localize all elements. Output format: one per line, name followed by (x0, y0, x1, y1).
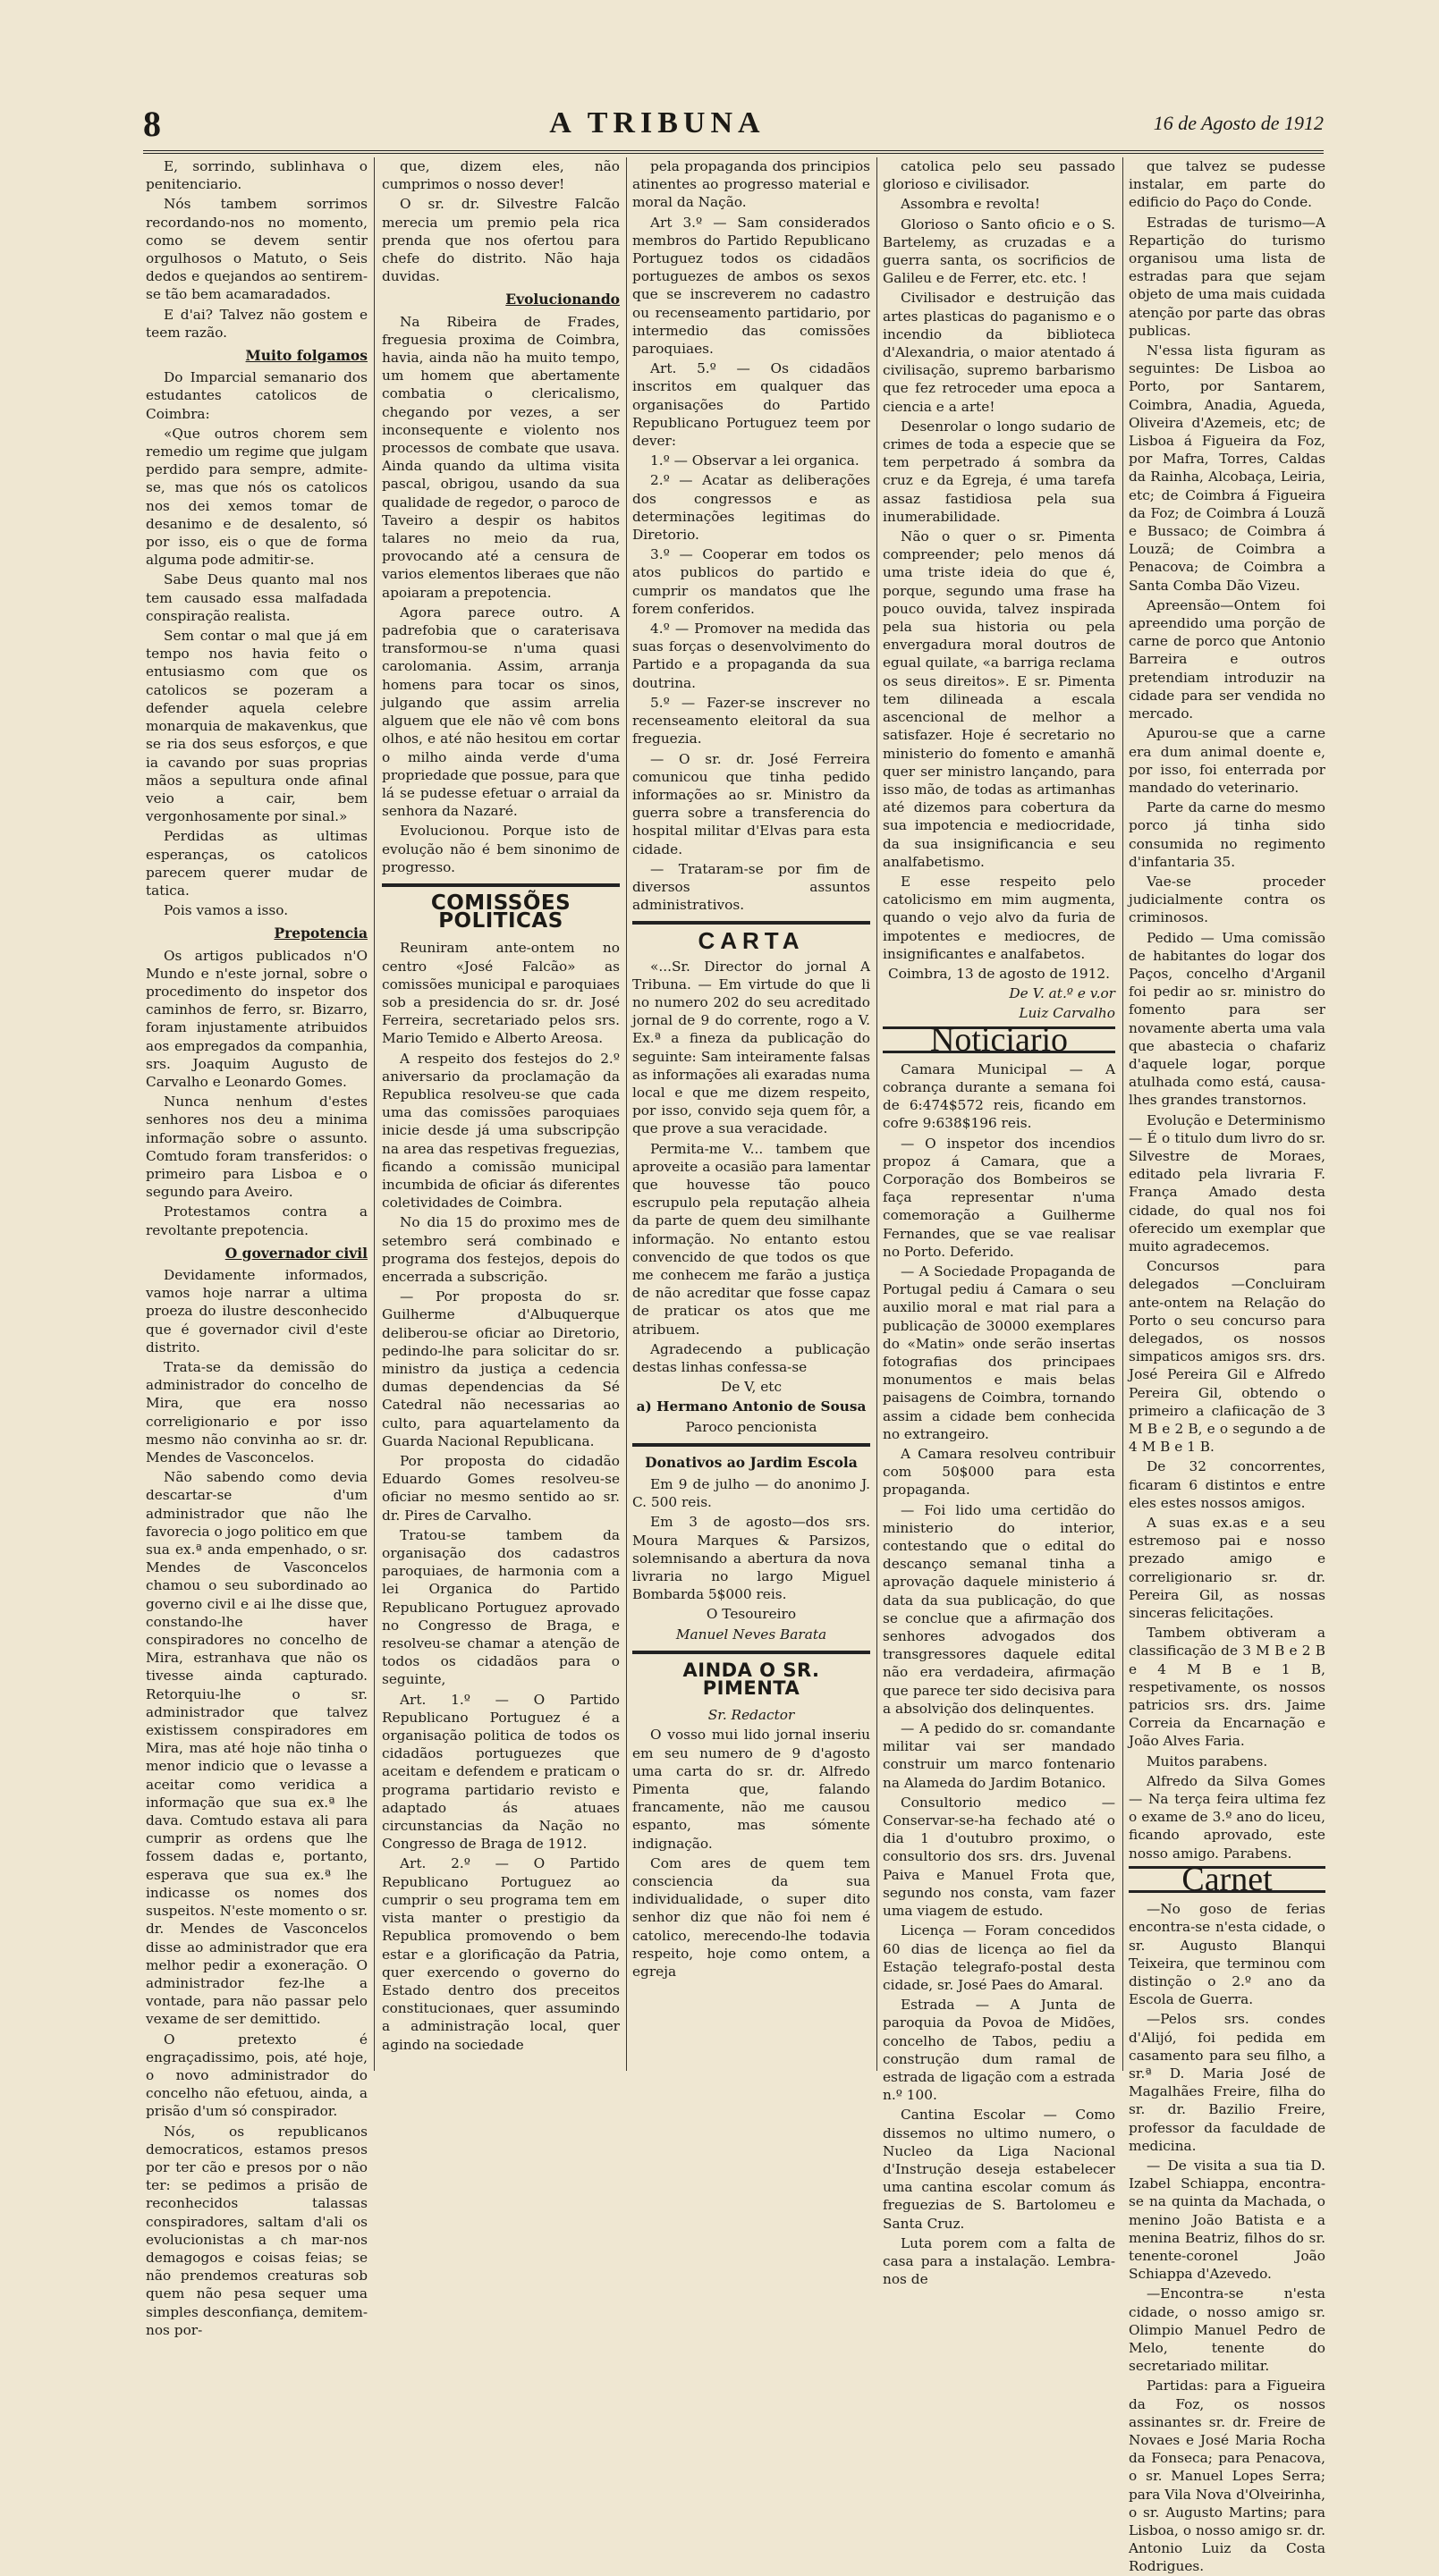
paragraph: Protestamos contra a revoltante prepotencia. (146, 1204, 368, 1238)
paragraph: — O inspetor dos incendios propoz á Camara, que a Corporação dos Bombeiros se faça representar n'uma comemoração a Guilherme Fernandes, que se vae realisar no Porto. Deferido. (883, 1135, 1115, 1260)
paragraph: —Pelos srs. condes d'Alijó, foi pedida em casamento para seu filho, a sr.ª D. Maria José de Magalhães Freire, filha do sr. dr. Bazilio Freire, professor da faculdade de medicina. (1129, 2011, 1325, 2154)
salutation: Sr. Redactor (707, 1707, 795, 1724)
col3-donativos (632, 1475, 870, 1603)
page-number: 8 (143, 103, 161, 144)
paragraph: «...Sr. Director do jornal A Tribuna. — Em virtude do que li no numero 202 do seu acreditado jornal de 9 do corrente, rogo a V. Ex.ª a fineza da publicação do seguinte: Sam inteiramente falsas as informações ali exaradas numa local e que me dizem respeito, por isso, convido seja quem fôr, a que prove a sua veracidade. (632, 958, 870, 1137)
paragraph: Nunca nenhum d'estes senhores nos deu a minima informação sobre o assunto. Comtudo foram transferidos: o primeiro para Lisboa e o segundo para Aveiro. (146, 1094, 368, 1201)
paragraph: 1.º — Observar a lei organica. (650, 452, 859, 469)
masthead (143, 97, 1324, 150)
heading-prepotencia: Prepotencia (274, 925, 368, 942)
col3-intro (632, 157, 870, 914)
paragraph: Em 3 de agosto—dos srs. Moura Marques & Parsizos, solemnisando a abertura da nova livraria no largo Miguel Bombarda 5$000 reis. (632, 1514, 870, 1603)
column-5 (1129, 157, 1325, 2575)
paragraph: Trata-se da demissão do administrador do concelho de Mira, que era nosso correligionario e por isso mesmo não convinha ao sr. dr. Mendes de Vasconcelos. (146, 1359, 368, 1466)
carta-signer-title: Paroco pencionista (685, 1418, 817, 1435)
paragraph: Perdidas as ultimas esperanças, os catolicos parecem querer mudar de tatica. (146, 828, 368, 899)
paragraph: Com ares de quem tem consciencia da sua individualidade, o super dito senhor diz que não foi nem é catolico, merecendo-lhe todavia respeito, hoje como ontem, a egreja (632, 1854, 870, 1981)
tesoureiro-name: Manuel Neves Barata (675, 1626, 827, 1643)
paragraph: Evolucionou. Porque isto de evolução não é bem sinonimo de progresso. (382, 823, 620, 875)
paragraph: catolica pelo seu passado glorioso e civilisador. (883, 158, 1115, 193)
section-rule (382, 883, 620, 887)
masthead-rule (143, 150, 1324, 154)
paragraph: Nós tambem sorrimos recordando-nos no momento, como se devem sentir orgulhosos o Matuto, o Seis dedos e quejandos ao sentirem-se tão bem acamaradados. (146, 196, 368, 303)
col5-news (1129, 157, 1325, 1862)
paragraph: — A Sociedade Propaganda de Portugal pediu á Camara o seu auxilio moral e mat rial para a publicação de 30000 exemplares do «Matin» onde serão insertas fotografias dos principaes monumentos e mais belas paisagens de Coimbra, tornando assim a cidade bem conhecida no extrangeiro. (883, 1263, 1115, 1442)
heading-carta: CARTA (698, 927, 805, 955)
paragraph: Na Ribeira de Frades, freguesia proxima de Coimbra, havia, ainda não ha muito tempo, um homem que abertamente combatia o clericalismo, chegando por vezes, a ser inconsequente e violento nos processos de combate que usava. Ainda quando da ultima visita pascal, obrigou, usando da sua qualidade de regedor, o paroco de Taveiro a despir os habitos talares no meio da rua, provocando até a censura de varios elementos liberaes que não apoiaram a prepotencia. (382, 313, 620, 601)
col1-article-c (146, 1266, 368, 2339)
paragraph: Art. 1.º — O Partido Republicano Portuguez é a organisação politica de todos os cidadãos portuguezes que aceitam e defendem e praticam o programa partidario revisto e adaptado ás atuaes circunstancias da Nação no Congresso de Braga de 1912. (382, 1691, 620, 1853)
column-4 (883, 157, 1115, 2288)
paragraph: Glorioso o Santo oficio e o S. Bartelemy, as cruzadas e a guerra santa, os socrificios de Galileu e de Ferrer, etc. etc. ! (883, 215, 1115, 287)
paragraph: Assombra e revolta! (901, 196, 1040, 213)
paragraph: Luta porem com a falta de casa para a instalação. Lembra-nos de (883, 2234, 1115, 2288)
paragraph: O vosso mui lido jornal inseriu em seu numero de 9 d'agosto uma carta do sr. dr. Alfredo Pimenta que, falando francamente, não me causou espanto, mas sómente indignação. (632, 1727, 870, 1852)
paragraph: Os artigos publicados n'O Mundo e n'este jornal, sobre o procedimento do inspetor dos caminhos de ferro, sr. Bizarro, foram injustamente atribuidos aos empregados da companhia, srs. Joaquim Augusto de Carvalho e Leonardo Gomes. (146, 947, 368, 1090)
paragraph: Pois vamos a isso. (164, 902, 289, 919)
column-2 (382, 157, 620, 2071)
paragraph: Sabe Deus quanto mal nos tem causado essa malfadada conspiração realista. (146, 571, 368, 624)
column-divider (1122, 157, 1123, 2071)
column-divider (626, 157, 627, 2071)
paragraph: Art. 5.º — Os cidadãos inscritos em qualquer das organisações do Partido Republicano Portuguez teem por dever: (632, 360, 870, 450)
col3-carta (632, 958, 870, 1377)
paragraph: — De visita a sua tia D. Izabel Schiappa, encontra-se na quinta da Machada, o menino João Batista e a menina Beatriz, filhos do sr. tenente-coronel João Schiappa d'Azevedo. (1129, 2157, 1325, 2283)
paragraph: Parte da carne do mesmo porco já tinha sido consumida no regimento d'infantaria 35. (1129, 799, 1325, 870)
paragraph: que talvez se pudesse instalar, em parte do edificio do Paço do Conde. (1129, 158, 1325, 211)
heading-muito-folgamos: Muito folgamos (245, 347, 368, 365)
paragraph: A suas ex.as e a seu estremoso pai e nosso prezado amigo e correligionario sr. dr. Pereira Gil, as nossas sinceras felicitações. (1129, 1515, 1325, 1622)
col1-article-a (146, 368, 368, 919)
paragraph: Não sabendo como devia descartar-se d'um administrador que não lhe favorecia o jogo politico em que sua ex.ª anda empenhado, o sr. Mendes de Vasconcelos chamou o seu subordinado ao governo civil e ai lhe disse que, constando-lhe haver conspiradores no concelho de Mira, estranhava que não os tivesse ainda capturado. Retorquiu-lhe o sr. administrador que talvez existissem conspiradores em Mira, mas até hoje não tinha o menor indicio que o levasse a aceitar como veridica a informação que sua ex.ª lhe dava. Comtudo estava ali para cumprir as ordens que lhe fossem dadas e, portanto, esperava que sua ex.ª lhe indicasse os nomes dos suspeitos. N'este momento o sr. dr. Mendes de Vasconcelos disse ao administrador que era melhor pedir a exoneração. O administrador fez-lhe a vontade, para não passar pelo vexame de ser demittido. (146, 1469, 368, 2028)
carta-signature: a) Hermano Antonio de Sousa (636, 1398, 867, 1415)
paragraph: Cantina Escolar — Como dissemos no ultimo numero, o Nucleo da Liga Nacional d'Instrução deseja estabelecer uma cantina escolar comum ás freguezias de S. Bartolomeu e Santa Cruz. (883, 2107, 1115, 2232)
paragraph: Art. 2.º — O Partido Republicano Portuguez ao cumprir o seu programa tem em vista manter o prestigio da Republica promovendo o bem estar e a glorificação da Patria, quer exercendo o governo do Estado dentro dos preceitos constitucionaes, quer assumindo a administração local, quer agindo na sociedade (382, 1855, 620, 2053)
paragraph: Art 3.º — Sam considerados membros do Partido Republicano Portuguez todos os cidadãos portuguezes de ambos os sexos que se inscreverem no cadastro ou recenseamento partidario, por intermedio das comissões paroquiaes. (632, 214, 870, 358)
col1-article-b (146, 947, 368, 1239)
paragraph: Reuniram ante-ontem no centro «José Falcão» as comissões municipal e paroquiaes sob a presidencia do sr. dr. José Ferreira, secretariado pelos srs. Mario Temido e Alberto Areosa. (382, 940, 620, 1047)
paragraph: — A pedido do sr. comandante militar vai ser mandado construir um marco fontenario na Alameda do Jardim Botanico. (883, 1720, 1115, 1791)
paragraph: 3.º — Cooperar em todos os atos publicos do partido e cumprir os mandatos que lhe forem conferidos. (632, 546, 870, 617)
paragraph: Civilisador e destruição das artes plasticas do paganismo e o incendio da biblioteca d'Alexandria, o maior atentado á civilisação, supremo barbarismo que fez retroceder uma epoca a ciencia e a arte! (883, 290, 1115, 415)
paragraph: Estrada — A Junta de paroquia da Povoa de Midões, concelho de Tabos, pediu a construção dum ramal de estrada de ligação com a estrada n.º 100. (883, 1997, 1115, 2104)
paragraph: Camara Municipal — A cobrança durante a semana foi de 6:474$572 reis, ficando em cofre 9:638$196 reis. (883, 1060, 1115, 1132)
paragraph: —No goso de ferias encontra-se n'esta cidade, o sr. Augusto Blanqui Teixeira, que terminou com distinção o 2.º ano da Escola de Guerra. (1129, 1901, 1325, 2008)
paragraph: Nós, os republicanos democraticos, estamos presos por ter cão e presos por o não ter: se pedimos a prisão de reconhecidos talassas conspiradores, saltam d'ali os evolucionistas a ch mar-nos demagogos e coisas feias; se não prendemos creaturas sob quem não pesa sequer uma simples desconfiança, demitem-nos por- (146, 2123, 368, 2338)
heading-comissoes-politicas: COMISSÕES POLITICAS (430, 891, 571, 933)
newspaper-title: A TRIBUNA (549, 106, 766, 139)
paragraph: Apurou-se que a carne era dum animal doente e, por isso, foi enterrada por mandado do veterinario. (1129, 725, 1325, 796)
heading-carnet: Carnet (1129, 1866, 1325, 1893)
paragraph: Alfredo da Silva Gomes — Na terça feira ultima fez o exame de 3.º ano do liceu, ficando aprovado, este nosso amigo. Parabens. (1129, 1772, 1325, 1862)
issue-date: 16 de Agosto de 1912 (1153, 112, 1324, 134)
column-divider (876, 157, 877, 2071)
col2-article-a (382, 313, 620, 876)
column-divider (374, 157, 375, 2071)
paragraph: O pretexto é engraçadissimo, pois, até hoje, o novo administrador do concelho não efetuou, ainda, a prisão d'um só conspirador. (146, 2031, 368, 2120)
section-rule (632, 1651, 870, 1654)
paragraph: Devidamente informados, vamos hoje narrar a ultima proeza do ilustre desconhecido que é governador civil d'este distrito. (146, 1266, 368, 1356)
paragraph: E d'ai? Talvez não gostem e teem razão. (146, 306, 368, 341)
paragraph: Por proposta do cidadão Eduardo Gomes resolveu-se oficiar no mesmo sentido ao sr. dr. Pires de Carvalho. (382, 1453, 620, 1524)
letter-place-date: Coimbra, 13 de agosto de 1912. (888, 965, 1110, 982)
paragraph: E esse respeito pelo catolicismo em mim augmenta, quando o vejo alvo da furia de impotentes e mediocres, de insignificantes e analfabetos. (883, 873, 1115, 962)
paragraph: que, dizem eles, não cumprimos o nosso dever! (382, 158, 620, 193)
paragraph: Apreensão—Ontem foi apreendido uma porção de carne de porco que Antonio Barreira e outros pretendiam introduzir na cidade para ser vendida no mercado. (1129, 596, 1325, 722)
col1-intro (146, 157, 368, 342)
paragraph: Consultorio medico — Conservar-se-ha fechado até o dia 1 d'outubro proximo, o consultorio dos srs. drs. Juvenal Paiva e Manuel Frota que, segundo nos consta, vam fazer uma viagem de estudo. (883, 1794, 1115, 1920)
paragraph: — Foi lido uma certidão do ministerio do interior, contestando que o edital do descanço semanal tinha a aprovação daquele ministerio á data da sua publicação, do que se conclue que a afirmação dos senhores advogados dos transgressores daquele edital não era verdadeira, afirmação que parece ter sido decisiva para a absolvição dos delinquentes. (883, 1501, 1115, 1717)
col4-noticiario (883, 1060, 1115, 2289)
paragraph: «Que outros chorem sem remedio um regime que julgam perdido para sempre, admite-se, mas que nós os catolicos nos dei xemos tomar de desanimo e de desalento, só por isso, eis o que de forma alguma pode admitir-se. (146, 425, 368, 569)
paragraph: E, sorrindo, sublinhava o penitenciario. (146, 158, 368, 193)
paragraph: Agradecendo a publicação destas linhas confessa-se (632, 1340, 870, 1375)
col2-intro (382, 157, 620, 285)
column-3 (632, 157, 870, 2071)
heading-noticiario: Noticiario (883, 1026, 1115, 1053)
paragraph: Licença — Foram concedidos 60 dias de licença ao fiel da Estação telegrafo-postal desta cidade, sr. José Paes do Amaral. (883, 1922, 1115, 1993)
paragraph: — O sr. dr. José Ferreira comunicou que tinha pedido informações ao sr. Ministro da guerra sobre a transferencia do hospital militar d'Elvas para esta cidade. (632, 750, 870, 857)
col4-intro (883, 157, 1115, 963)
paragraph: O sr. dr. Silvestre Falcão merecia um premio pela rica prenda que nos ofertou para chefe do distrito. Não haja duvidas. (382, 196, 620, 285)
paragraph: Em 9 de julho — do anonimo J. C. 500 reis. (632, 1476, 870, 1511)
heading-evolucionando: Evolucionando (505, 291, 620, 308)
paragraph: N'essa lista figuram as seguintes: De Lisboa ao Porto, por Santarem, Coimbra, Anadia, Agueda, Oliveira d'Azemeis, etc; de Lisboa á Figueira da Foz, por Mafra, Torres, Caldas da Rainha, Alcobaça, Leiria, etc; de Coimbra á Figueira da Foz; de Coimbra á Louzã e Bussaco; de Coimbra á Louzã; de Coimbra a Penacova; de Coimbra a Santa Comba Dão Vizeu. (1129, 342, 1325, 594)
paragraph: — Por proposta do sr. Guilherme d'Albuquerque deliberou-se oficiar ao Diretorio, pedindo-lhe para solicitar do sr. ministro da justiça a cedencia dumas dependencias da Sé Catedral não necessarias ao culto, para aquartelamento da Guarda Nacional Republicana. (382, 1288, 620, 1449)
heading-governador-civil: O governador civil (224, 1244, 368, 1262)
paragraph: Não o quer o sr. Pimenta compreender; pelo menos dá uma triste ideia do que é, porque, segundo uma frase ha pouco ouvida, talvez inspirada pela sua historia ou pela envergadura moral doutros de egual quilate, «a barriga reclama os seus direitos». E sr. Pimenta tem dilineada a escala ascencional de melhor a satisfazer. Hoje é secretario no ministerio do fomento e amanhã quer ser ministro lançando, para isso mão, de todas as artimanhas até dizemos para cobertura da sua impotencia e mediocridade, da sua insignificancia e seu analfabetismo. (883, 528, 1115, 870)
paragraph: Muitos parabens. (1147, 1753, 1268, 1769)
paragraph: pela propaganda dos principios atinentes ao progresso material e moral da Nação. (632, 158, 870, 211)
col3-pimenta (632, 1726, 870, 1981)
paragraph: Desenrolar o longo sudario de crimes de toda a especie que se tem perpetrado á sombra da cruz e da Egreja, é uma tarefa assaz fastidiosa pela sua inumerabilidade. (883, 418, 1115, 525)
paragraph: Tambem obtiveram a classificação de 3 M B e 2 B e 4 M B e 1 B, respetivamente, os nossos patricios srs. drs. Jaime Correia da Encarnação e João Alves Faria. (1129, 1625, 1325, 1750)
paragraph: Concursos para delegados —Concluiram ante-ontem na Relação do Porto o seu concurso para delegados, os nossos simpaticos amigos srs. drs. José Pereira Gil e Alfredo Pereira Gil, obtendo o primeiro a clafiicação de 3 M B e 2 B, e o segundo a de 4 M B e 1 B. (1129, 1258, 1325, 1456)
paragraph: 4.º — Promover na medida das suas forças o desenvolvimento do Partido e a propaganda da sua doutrina. (632, 621, 870, 691)
paragraph: Evolução e Determinismo — É o titulo dum livro do sr. Silvestre de Moraes, editado pela livraria F. França Amado desta cidade, do qual nos foi oferecido um exemplar que muito agradecemos. (1129, 1111, 1325, 1254)
paragraph: A Camara resolveu contribuir com 50$000 para esta propaganda. (883, 1446, 1115, 1499)
paragraph: No dia 15 do proximo mes de setembro será combinado e programa dos festejos, depois do encerrada a subscrição. (382, 1214, 620, 1285)
paragraph: 5.º — Fazer-se inscrever no recenseamento eleitoral da sua freguezia. (632, 694, 870, 747)
paragraph: Permita-me V... tambem que aproveite a ocasião para lamentar que houvesse tão pouco escrupulo pela reputação alheia da parte de quem deu similhante informação. No entanto estou convencido de que todos os que me conhecem me farão a justiça de não acreditar que fosse capaz de praticar os atos que me atribuem. (632, 1140, 870, 1338)
tesoureiro-label: O Tesoureiro (706, 1606, 797, 1623)
paragraph: Partidas: para a Figueira da Foz, os nossos assinantes sr. dr. Freire de Novaes e José Maria Rocha da Fonseca; para Penacova, o sr. Manuel Lopes Serra; para Vila Nova d'Olveirinha, o sr. Augusto Martins; para Lisboa, o nosso amigo sr. dr. Antonio Luiz da Costa Rodrigues. (1129, 2378, 1325, 2575)
section-rule (632, 1443, 870, 1447)
paragraph: A respeito dos festejos do 2.º aniversario da proclamação da Republica resolveu-se que cada uma das comissões paroquiaes inicie desde já uma subscripção na area das respetivas freguezias, ficando a comissão municipal incumbida de oficiar ás diferentes coletividades de Coimbra. (382, 1050, 620, 1212)
paragraph: Vae-se proceder judicialmente contra os criminosos. (1129, 873, 1325, 926)
paragraph: Estradas de turismo—A Repartição do turismo organisou uma lista de estradas para que sejam objeto de uma mais cuidada atenção por parte das obras publicas. (1129, 214, 1325, 339)
paragraph: Agora parece outro. A padrefobia que o caraterisava transformou-se n'uma quasi carolomania. Assim, arranja homens para tocar os sinos, julgando que assim arrelia alguem que ele não vê com bons olhos, e até não hesitou em cortar o milho ainda verde d'uma propriedade que possue, para que lá se pudesse efetuar o arraial da senhora da Nazaré. (382, 604, 620, 820)
letter-signature: Luiz Carvalho (1019, 1005, 1115, 1022)
column-1 (146, 157, 368, 2338)
col2-article-b (382, 939, 620, 2053)
paragraph: 2.º — Acatar as deliberações dos congressos e as determinações legitimas do Diretorio. (632, 472, 870, 544)
section-rule (632, 921, 870, 925)
carta-closing: De V, etc (720, 1379, 783, 1396)
paragraph: Pedido — Uma comissão de habitantes do logar dos Paços, concelho d'Arganil foi pedir ao sr. ministro do fomento para ser novamente aberta uma vala que abastecia o chafariz d'aquele logar, porque atulhada como está, causa-lhes grandes transtornos. (1129, 929, 1325, 1109)
paragraph: — Trataram-se por fim de diversos assuntos administrativos. (632, 860, 870, 914)
paragraph: Sem contar o mal que já em tempo nos havia feito o entusiasmo com que os catolicos se pozeram a defender aquela celebre monarquia de makavenkus, que se ria dos seus esforços, e que ia cavando por suas proprias mãos a sepultura onde afinal veio a cair, bem vergonhosamente por sinal.» (146, 628, 368, 825)
paragraph: Tratou-se tambem da organisação dos cadastros paroquiaes, de harmonia com a lei Organica do Partido Republicano Portuguez aprovado no Congresso de Braga, e resolveu-se chamar a atenção de todos os cidadãos para o seguinte, (382, 1526, 620, 1688)
heading-ainda-sr-pimenta: AINDA O SR. PIMENTA (682, 1659, 820, 1700)
paragraph: —Encontra-se n'esta cidade, o nosso amigo sr. Olimpio Manuel Pedro de Melo, tenente do secretariado militar. (1129, 2285, 1325, 2375)
col5-carnet (1129, 1900, 1325, 2576)
paragraph: Do Imparcial semanario dos estudantes catolicos de Coimbra: (146, 369, 368, 422)
heading-donativos: Donativos ao Jardim Escola (645, 1453, 858, 1471)
paragraph: De 32 concorrentes, ficaram 6 distintos e entre eles estes nossos amigos. (1129, 1458, 1325, 1511)
letter-closing: De V. at.º e v.or (1009, 985, 1115, 1002)
